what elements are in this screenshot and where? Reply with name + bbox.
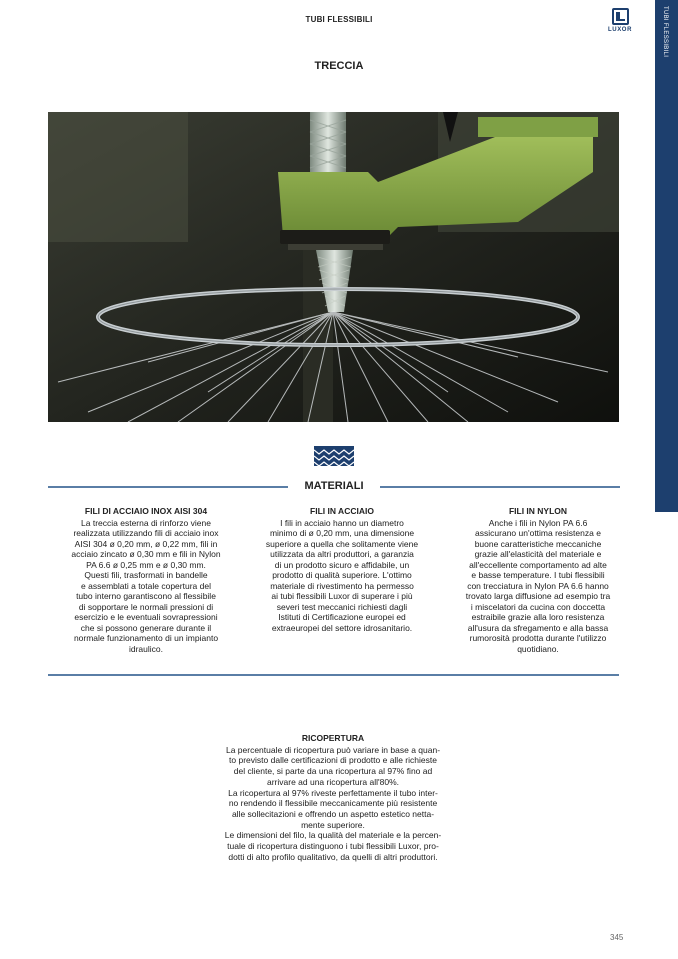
- ricopertura-section: [195, 733, 471, 862]
- materials-rule-left: [48, 486, 288, 488]
- column-title: FILI DI ACCIAIO INOX AISI 304: [84, 506, 208, 516]
- logo-text: LUXOR: [608, 27, 632, 33]
- column-text: La treccia esterna di rinforzo viene realizzata utilizzando fili di acciaio inox AISI 304 ø 0,20 mm, ø 0,22 mm, fili in acciaio zincato ø 0,30 mm e fili in Nylon PA 6.6 ø 0,25 mm e ø 0,30 mm. Questi fili, trasformati in bandelle e assemblati a totale copertura del tubo interno garantiscono al flessibile di sopportare le normali pressioni di esercizio e le eventuali sovrapressioni che si possono generare durante il normale funzionamento di un impianto idraulico.: [71, 517, 221, 654]
- section-title: TRECCIA: [314, 60, 364, 72]
- page-number: 345: [610, 933, 624, 942]
- column-title: FILI IN ACCIAIO: [310, 506, 374, 516]
- luxor-logo-icon: [612, 8, 629, 25]
- column-text: I fili in acciaio hanno un diametro minimo di ø 0,20 mm, una dimensione superiore a quella che solitamente viene utilizzata da altri produttori, a garanzia di un prodotto sicuro e affidabile, un prodotto di qualità superiore. L'ottimo materiale di rivestimento ha permesso ai tubi flessibili Luxor di superare i più severi test meccanici richiesti dagli Istituti di Certificazione europei ed extraeuropei del settore idrosanitario.: [265, 517, 419, 633]
- column-title: FILI IN NYLON: [508, 506, 568, 516]
- side-tab-label: TUBI FLESSIBILI: [662, 6, 668, 58]
- braid-pattern-icon: [314, 446, 354, 466]
- ricopertura-paragraph: La percentuale di ricopertura può variare in base a quan- to previsto dalle certificazioni di prodotto e alle richieste del cliente, si parte da una ricopertura al 97% fino ad arrivare ad una ricopertura all'80%.: [225, 744, 441, 787]
- material-column-nylon: [438, 506, 638, 654]
- ricopertura-paragraph: Le dimensioni del filo, la qualità del materiale e la percen- tuale di ricopertura distinguono i tubi flessibili Luxor, pro- dotti di alto profilo qualitativo, da quelli di altri produttori.: [224, 830, 442, 862]
- header-title: TUBI FLESSIBILI: [305, 15, 373, 24]
- luxor-logo: [603, 8, 637, 33]
- ricopertura-paragraph: La ricopertura al 97% riveste perfettamente il tubo inter- no rendendo il flessibile meccanicamente più resistente alle sollecitazioni e offrendo un aspetto estetico netta- mente superiore.: [228, 787, 438, 830]
- materials-rule-right: [380, 486, 620, 488]
- material-column-steel: [242, 506, 442, 633]
- section-divider: [48, 674, 619, 676]
- side-tab: [655, 0, 678, 512]
- materials-title: MATERIALI: [304, 480, 364, 492]
- column-text: Anche i fili in Nylon PA 6.6 assicurano un'ottima resistenza e buone caratteristiche meccaniche grazie all'elasticità del materiale e all'eccellente comportamento ad alte e basse temperature. I tubi flessibili con trecciatura in Nylon PA 6.6 hanno trovato larga diffusione ad esempio tra i miscelatori da cucina con doccetta estraibile grazie alla loro resistenza all'usura da sfregamento e alla bassa rumorosità prodotta durante l'utilizzo quotidiano.: [465, 517, 611, 654]
- material-column-steel-inox: [46, 506, 246, 654]
- braiding-machine-photo: [48, 112, 619, 422]
- ricopertura-title: RICOPERTURA: [301, 733, 365, 743]
